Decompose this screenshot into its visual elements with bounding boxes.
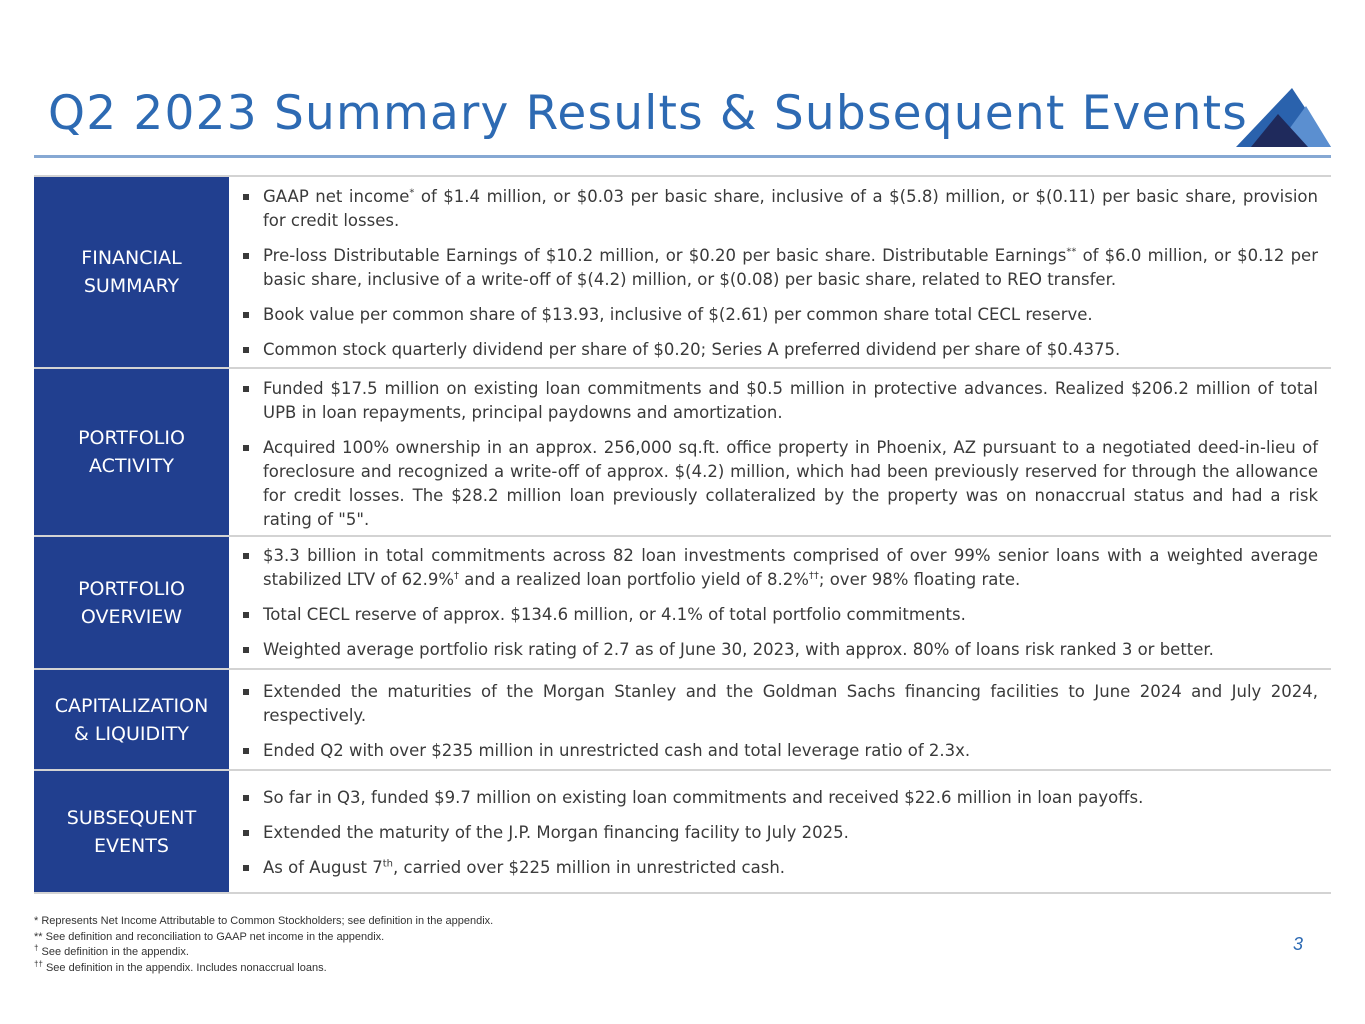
section-content	[229, 369, 1331, 535]
text-run: , carried over $225 million in unrestricted cash.	[393, 858, 786, 877]
section-portfolio-activity	[34, 369, 1331, 537]
text-run: Total CECL reserve of approx. $134.6 million, or 4.1% of total portfolio commitments.	[263, 605, 966, 624]
text-run: Pre-loss Distributable Earnings of $10.2 million, or $0.20 per basic share. Distributable Earnings	[263, 246, 1067, 265]
bullet-item	[243, 856, 1318, 880]
text-run: $3.3 billion in total commitments across 82 loan investments comprised of over 99% senior loans with a weighted average stabilized LTV of 62.9%	[263, 546, 1318, 589]
text-run: Weighted average portfolio risk rating of 2.7 as of June 30, 2023, with approx. 80% of loans risk ranked 3 or better.	[263, 640, 1214, 659]
section-capitalization-liquidity	[34, 670, 1331, 771]
bullet-item	[243, 244, 1318, 292]
footnote-marker: th	[382, 858, 394, 870]
bullet-item	[243, 185, 1318, 233]
bullet-item	[243, 377, 1318, 425]
section-portfolio-overview	[34, 537, 1331, 670]
text-run: and a realized loan portfolio yield of 8.2%	[459, 570, 809, 589]
bullet-item	[243, 739, 1318, 763]
text-run: Ended Q2 with over $235 million in unrestricted cash and total leverage ratio of 2.3x.	[263, 741, 971, 760]
footnote-marker: **	[1066, 246, 1077, 258]
section-content	[229, 177, 1331, 367]
summary-table	[34, 175, 1331, 894]
section-label: CAPITALIZATION & LIQUIDITY	[34, 670, 229, 769]
section-content	[229, 670, 1331, 769]
text-run: * Represents Net Income Attributable to Common Stockholders; see definition in the appendix.	[34, 915, 494, 927]
text-run: GAAP net income	[263, 187, 410, 206]
text-run: As of August 7	[263, 858, 383, 877]
text-run: See definition in the appendix.	[38, 946, 189, 958]
title-divider	[34, 155, 1331, 158]
bullet-item	[243, 680, 1318, 728]
section-label: PORTFOLIO ACTIVITY	[34, 369, 229, 535]
footnote-marker: †	[34, 943, 39, 953]
section-content	[229, 537, 1331, 668]
section-label: PORTFOLIO OVERVIEW	[34, 537, 229, 668]
text-run: ; over 98% floating rate.	[818, 570, 1021, 589]
text-run: Book value per common share of $13.93, inclusive of $(2.61) per common share total CECL reserve.	[263, 305, 1093, 324]
footnote-line	[34, 958, 493, 977]
bullet-item	[243, 338, 1318, 362]
bullet-item	[243, 603, 1318, 627]
section-financial-summary	[34, 177, 1331, 369]
bullet-item	[243, 821, 1318, 845]
bullet-item	[243, 638, 1318, 662]
text-run: So far in Q3, funded $9.7 million on existing loan commitments and received $22.6 million in loan payoffs.	[263, 788, 1144, 807]
bullet-item	[243, 544, 1318, 592]
footnote-marker: †	[454, 570, 460, 582]
text-run: ** See definition and reconciliation to GAAP net income in the appendix.	[34, 930, 385, 943]
slide-title: Q2 2023 Summary Results & Subsequent Events	[48, 86, 1248, 141]
page-number: 3	[1293, 934, 1304, 954]
section-label: FINANCIAL SUMMARY	[34, 177, 229, 367]
text-run: Extended the maturity of the J.P. Morgan financing facility to July 2025.	[263, 823, 849, 842]
footnote-line	[34, 945, 493, 961]
text-run: See definition in the appendix. Includes nonaccrual loans.	[42, 961, 327, 974]
text-run: Extended the maturities of the Morgan Stanley and the Goldman Sachs financing facilities to June 2024 and July 2024, respectively.	[263, 682, 1318, 725]
footnotes	[34, 914, 493, 976]
text-run: Funded $17.5 million on existing loan commitments and $0.5 million in protective advances. Realized $206.2 million of total UPB in loan repayments, principal paydowns and amortization.	[263, 379, 1318, 422]
mountain-logo-icon	[1236, 86, 1331, 153]
footnote-marker: ††	[34, 958, 43, 968]
footnote-line	[34, 914, 493, 930]
section-subsequent-events	[34, 771, 1331, 894]
text-run: Acquired 100% ownership in an approx. 256,000 sq.ft. office property in Phoenix, AZ pursuant to a negotiated deed-in-lieu of foreclosure and recognized a write-off of approx. $(4.2) million, which had been previously reserved for through the allowance for credit losses. The $28.2 million loan previously collateralized by the property was on nonaccrual status and had a risk rating of "5".	[263, 438, 1318, 529]
section-label: SUBSEQUENT EVENTS	[34, 771, 229, 892]
bullet-item	[243, 303, 1318, 327]
bullet-item	[243, 786, 1318, 810]
text-run: of $1.4 million, or $0.03 per basic share, inclusive of a $(5.8) million, or $(0.11) per basic share, provision for credit losses.	[263, 187, 1318, 230]
section-content	[229, 771, 1331, 892]
footnote-marker: ††	[808, 570, 819, 582]
text-run: of $6.0 million, or $0.12 per basic share, inclusive of a write-off of $(4.2) million, or $(0.08) per basic share, related to REO transfer.	[263, 246, 1318, 289]
text-run: Common stock quarterly dividend per share of $0.20; Series A preferred dividend per share of $0.4375.	[263, 340, 1121, 359]
bullet-item	[243, 436, 1318, 532]
footnote-line	[34, 930, 493, 946]
footnote-marker: *	[409, 187, 415, 199]
